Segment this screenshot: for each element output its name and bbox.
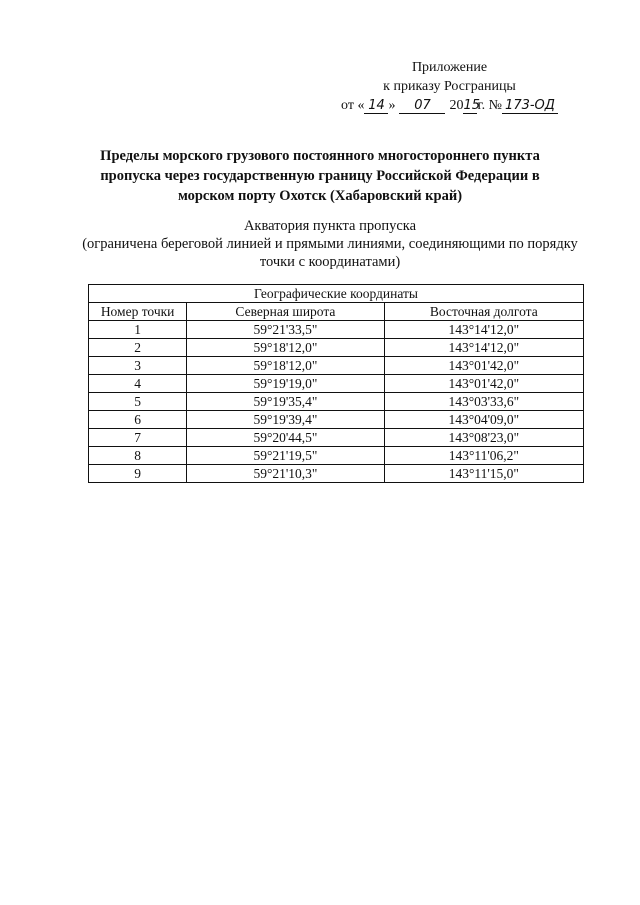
latitude-cell: 59°21'10,3" [187,465,384,483]
longitude-cell: 143°01'42,0" [384,357,583,375]
document-title [70,146,570,206]
order-date-number [341,96,558,115]
table-row [89,321,584,339]
group-header: Географические координаты [89,285,584,303]
point-number: 6 [89,411,187,429]
table-header-row [89,303,584,321]
order-year-suffix: 15 [463,98,481,113]
table-row [89,357,584,375]
column-header-point: Номер точки [89,303,187,321]
latitude-cell: 59°18'12,0" [187,339,384,357]
table-row [89,339,584,357]
appendix-order-ref: к приказу Росграницы [383,79,516,94]
point-number: 5 [89,393,187,411]
appendix-title: Приложение [411,60,488,75]
title-line-3: морском порту Охотск (Хабаровский край) [177,188,463,204]
table-group-header-row [89,285,584,303]
longitude-cell: 143°03'33,6" [384,393,583,411]
title-line-2: пропуска через государственную границу Российской Федерации в [100,168,540,184]
table-row [89,447,584,465]
subtitle-line-1: Акватория пункта пропуска [243,218,417,234]
longitude-cell: 143°04'09,0" [384,411,583,429]
table-row [89,375,584,393]
subtitle-line-2: (ограничена береговой линией и прямыми линиями, соединяющими по порядку [82,236,578,252]
order-day-close: » [388,98,396,113]
subtitle-line-3: точки с координатами) [259,254,401,270]
longitude-cell: 143°01'42,0" [384,375,583,393]
latitude-cell: 59°19'39,4" [187,411,384,429]
longitude-cell: 143°14'12,0" [384,339,583,357]
table-row [89,429,584,447]
latitude-cell: 59°21'33,5" [187,321,384,339]
table-row [89,393,584,411]
table-row [89,411,584,429]
coordinates-table [88,284,584,483]
order-day: 14 [364,99,388,114]
point-number: 4 [89,375,187,393]
point-number: 7 [89,429,187,447]
longitude-cell: 143°11'06,2" [384,447,583,465]
table-row [89,465,584,483]
latitude-cell: 59°18'12,0" [187,357,384,375]
point-number: 1 [89,321,187,339]
order-number: 173-ОД [502,99,558,114]
order-month: 07 [399,99,445,114]
longitude-cell: 143°14'12,0" [384,321,583,339]
order-from-prefix: от « [341,98,365,113]
latitude-cell: 59°19'19,0" [187,375,384,393]
longitude-cell: 143°11'15,0" [384,465,583,483]
order-year-abbr: г. № [477,98,502,113]
point-number: 2 [89,339,187,357]
latitude-cell: 59°20'44,5" [187,429,384,447]
title-line-1: Пределы морского грузового постоянного многостороннего пункта [100,148,540,164]
appendix-block [341,58,558,115]
latitude-cell: 59°19'35,4" [187,393,384,411]
latitude-cell: 59°21'19,5" [187,447,384,465]
document-subtitle [60,217,600,271]
point-number: 3 [89,357,187,375]
column-header-latitude: Северная широта [187,303,384,321]
point-number: 8 [89,447,187,465]
column-header-longitude: Восточная долгота [384,303,583,321]
order-year-prefix: 20 [449,98,464,113]
point-number: 9 [89,465,187,483]
longitude-cell: 143°08'23,0" [384,429,583,447]
